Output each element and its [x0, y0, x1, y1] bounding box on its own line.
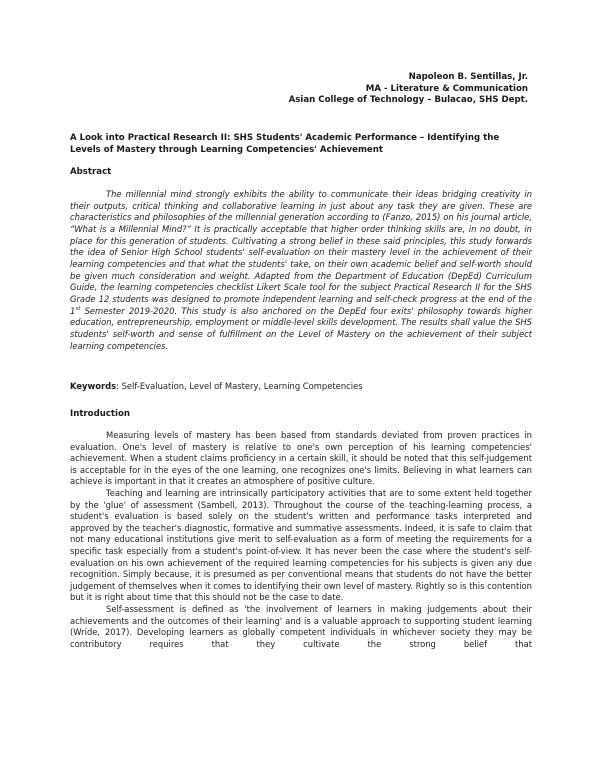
abstract-text: [70, 189, 532, 352]
introduction-body: [70, 430, 532, 650]
abstract-text-part-1: The millennial mind strongly exhibits the ability to communicate their ideas bridging creativity in their outputs, critical thinking and collaborative learning in just about any task they are given. These are characteristics and philosophies of the millennial generation according to (Fanzo, 2015) on his journal article, “What is a Millennial Mind?” It is practically acceptable that higher order thinking skills are, in no doubt, in place for this generation of students. Cultivating a strong belief in these said principles, this study forwards the idea of Senior High School students' self-evaluation on their mastery level in the achievement of their learning competencies and that what the students' take, on their own academic belief and self-worth should be given much consideration and weight. Adapted from the Department of Education (DepEd) Curriculum Guide, the learning competencies checklist Likert Scale tool for the subject Practical Research II for the SHS Grade 12 students was designed to promote independent learning and self-check progress at the end of the 1: [70, 189, 532, 316]
author-block: [289, 72, 528, 107]
introduction-paragraph: Self-assessment is defined as 'the involvement of learners in making judgements about their achievements and the outcomes of their learning' and is a valuable approach to supporting student learning (Wride, 2017). Developing learners as globally competent individuals in whichever society they may be contributory requires that they cultivate the strong belief that: [70, 603, 532, 649]
author-degree: MA - Literature & Communication: [365, 83, 528, 94]
abstract-text-part-2: Semester 2019-2020. This study is also anchored on the DepEd four exits' philosophy towards higher education, entrepreneurship, employment or middle-level skills development. The results shall value the SHS students' self-worth and sense of fulfillment on the Level of Mastery on the achievement of their subject learning competencies.: [70, 305, 532, 351]
keywords-line: [70, 380, 532, 392]
paper-title: A Look into Practical Research II: SHS Students' Academic Performance – Identifying the Levels of Mastery through Learning Competencies' Achievement: [70, 133, 500, 155]
keywords-label: Keywords: [70, 381, 117, 391]
author-affiliation: Asian College of Technology – Bulacao, SHS Dept.: [288, 95, 528, 106]
introduction-paragraph: Measuring levels of mastery has been based from standards deviated from proven practices in evaluation. One's level of mastery is relative to one's own perception of his learning competencies' achievement. When a student claims proficiency in a certain skill, it should be noted that this self-judgement is acceptable for in the eyes of the one learning, one recognizes one's limits. Believing in what learners can achieve is important in that it creates an atmosphere of positive culture.: [70, 430, 532, 487]
author-name: Napoleon B. Sentillas, Jr.: [408, 72, 528, 82]
keywords-value: Self-Evaluation, Level of Mastery, Learning Competencies: [121, 381, 363, 391]
abstract-superscript: st: [75, 305, 81, 312]
introduction-heading: Introduction: [70, 409, 131, 419]
introduction-paragraph: Teaching and learning are intrinsically participatory activities that are to some extent held together by the 'glue' of assessment (Sambell, 2013). Throughout the course of the teaching-learning process, a student's evaluation is based solely on the student's written and performance tasks interpreted and approved by the teacher's diagnostic, formative and summative assessments. Indeed, it is safe to claim that not many educational institutions give merit to self-evaluation as a form of meeting the requirements for a specific task especially from a student's point-of-view. It has never been the case where the student's self-evaluation on his own achievement of the required learning competencies for his subjects is given any due recognition. Simply because, it is presumed as per conventional means that students do not have the better judgement of themselves when it comes to identifying their own level of mastery. Rightly so is this contention but it is right about time that this should not be the case to date.: [70, 487, 532, 603]
keywords-separator: :: [116, 381, 122, 391]
abstract-heading: Abstract: [70, 167, 112, 177]
